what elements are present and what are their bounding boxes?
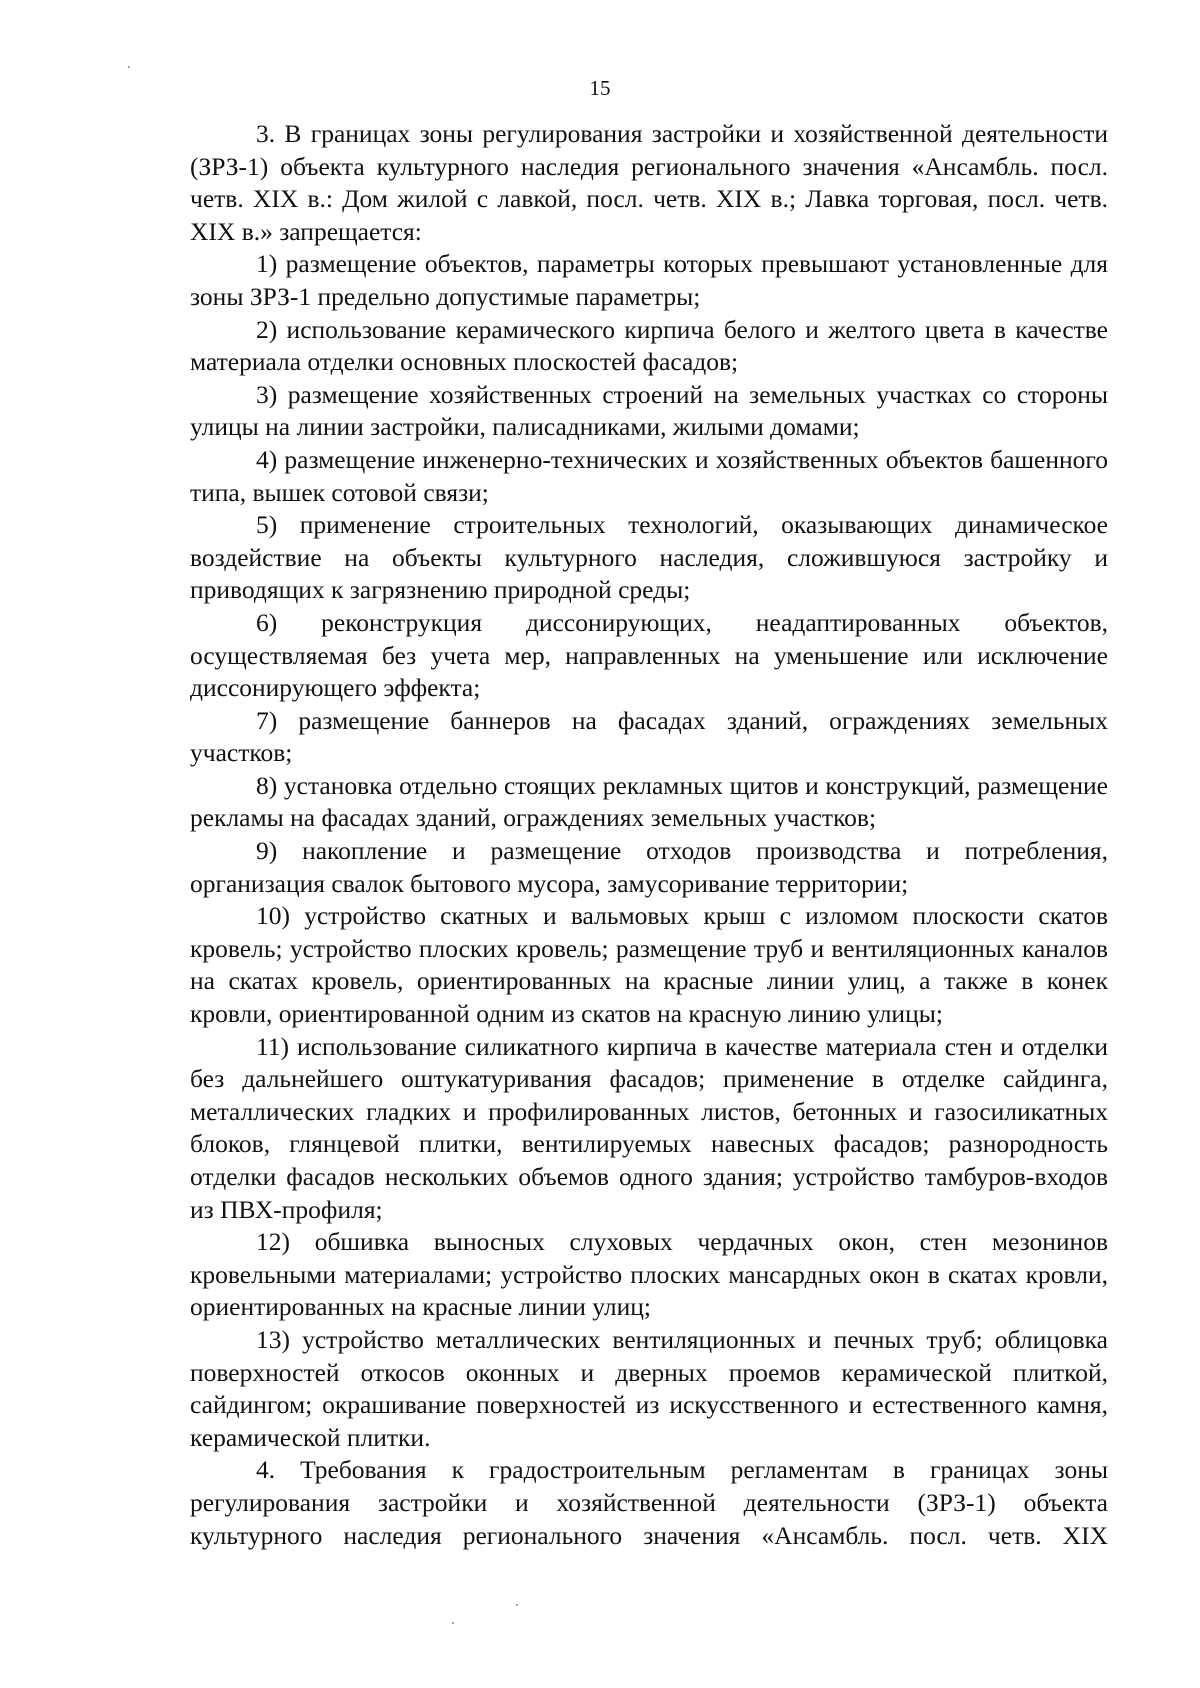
paragraph-4-start: 4. Требования к градостроительным регламентам в границах зоны регулирования застройки и хозяйственной деятельности (ЗРЗ-1) объекта культурного наследия регионального значения «Ансамбль. посл. четв. XIX [190,1455,1108,1550]
list-item-9: 9) накопление и размещение отходов производства и потребления, организация свалок бытового мусора, замусоривание территории; [190,836,1108,898]
list-item-12: 12) обшивка выносных слуховых чердачных окон, стен мезонинов кровельными материалами; устройство плоских мансардных окон в скатах кровли, ориентированных на красные линии улиц; [190,1227,1108,1322]
list-item-10: 10) устройство скатных и вальмовых крыш с изломом плоскости скатов кровель; устройство плоских кровель; размещение труб и вентиляционных каналов на скатах кровель, ориентированных на красные линии улиц, а также в конек кровли, ориентированной одним из скатов на красную линию улицы; [190,901,1108,1029]
list-item-7: 7) размещение баннеров на фасадах зданий, ограждениях земельных участков; [190,705,1108,768]
page-number: 15 [589,76,611,100]
list-item-4: 4) размещение инженерно-технических и хозяйственных объектов башенного типа, вышек сотовой связи; [190,444,1108,507]
list-item-11: 11) использование силикатного кирпича в качестве материала стен и отделки без дальнейшего оштукатуривания фасадов; применение в отделке сайдинга, металлических гладких и профилированных листов, бетонных и газосиликатных блоков, глянцевой плитки, вентилируемых навесных фасадов; разнородность отделки фасадов нескольких объемов одного здания; устройство тамбуров-входов из ПВХ-профиля; [190,1031,1108,1224]
list-item-6: 6) реконструкция диссонирующих, неадаптированных объектов, осуществляемая без учета мер, направленных на уменьшение или исключение диссонирующего эффекта; [190,607,1108,703]
list-item-13: 13) устройство металлических вентиляционных и печных труб; облицовка поверхностей откосов оконных и дверных проемов керамической плиткой, сайдингом; окрашивание поверхностей из искусственного и естественного камня, керамической плитки. [190,1324,1108,1452]
list-item-5: 5) применение строительных технологий, оказывающих динамическое воздействие на объекты культурного наследия, сложившуюся застройку и приводящих к загрязнению природной среды; [190,510,1108,605]
scan-speck [516,1604,518,1606]
scan-speck [128,66,130,68]
paragraph-3-intro: 3. В границах зоны регулирования застройки и хозяйственной деятельности (ЗРЗ-1) объекта культурного наследия регионального значения «Ансамбль. посл. четв. XIX в.: Дом жилой с лавкой, посл. четв. XIX в.; Лавка торговая, посл. четв. XIX в.» запрещается: [190,119,1108,246]
list-item-8: 8) установка отдельно стоящих рекламных щитов и конструкций, размещение рекламы на фасадах зданий, ограждениях земельных участков; [190,770,1108,833]
list-item-3: 3) размещение хозяйственных строений на земельных участках со стороны улицы на линии застройки, палисадниками, жилыми домами; [190,379,1108,442]
scan-speck [452,1622,454,1624]
list-item-1: 1) размещение объектов, параметры которых превышают установленные для зоны ЗРЗ-1 предельно допустимые параметры; [190,249,1108,311]
list-item-2: 2) использование керамического кирпича белого и желтого цвета в качестве материала отделки основных плоскостей фасадов; [190,314,1108,377]
document-body [190,118,1108,1552]
